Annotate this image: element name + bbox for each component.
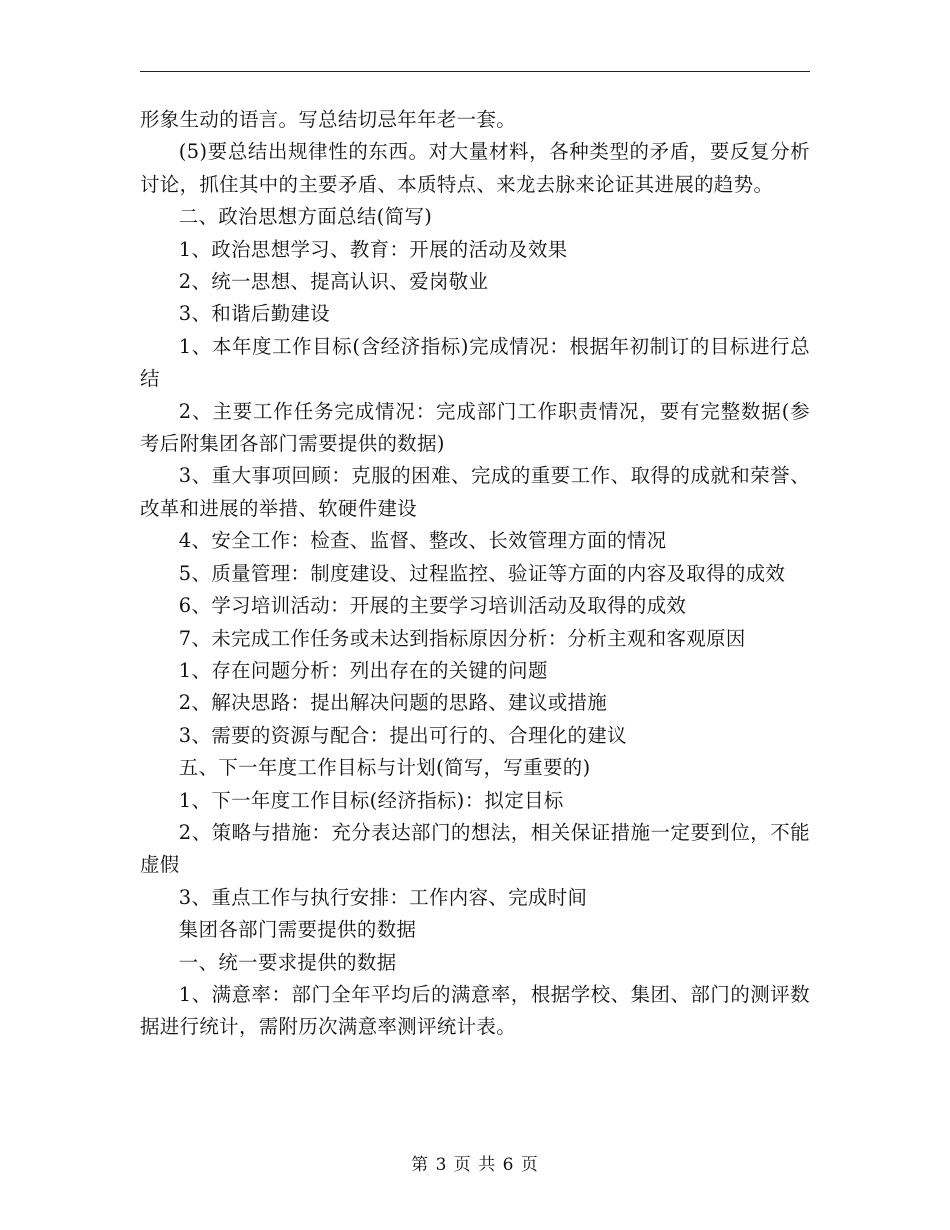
paragraph-4: 1、政治思想学习、教育：开展的活动及效果 (178, 237, 568, 261)
paragraph-15: 2、解决思路：提出解决问题的思路、建议或措施 (178, 691, 608, 715)
paragraph-5: 2、统一思想、提高认识、爱岗敬业 (178, 270, 489, 294)
appendix-heading-1: 一、统一要求提供的数据 (178, 950, 397, 974)
paragraph-20: 3、重点工作与执行安排：工作内容、完成时间 (178, 885, 588, 909)
appendix-title: 集团各部门需要提供的数据 (178, 918, 417, 942)
section-heading-5: 五、下一年度工作目标与计划(简写，写重要的) (178, 756, 591, 780)
section-heading-2: 二、政治思想方面总结(简写) (178, 205, 433, 229)
paragraph-16: 3、需要的资源与配合：提出可行的、合理化的建议 (178, 723, 627, 747)
document-body (140, 104, 810, 1044)
paragraph-6: 3、和谐后勤建设 (178, 302, 331, 326)
paragraph-14: 1、存在问题分析：列出存在的关键的问题 (178, 658, 548, 682)
paragraph-7: 1、本年度工作目标(含经济指标)完成情况：根据年初制订的目标进行总结 (140, 334, 810, 391)
paragraph-12: 6、学习培训活动：开展的主要学习培训活动及取得的成效 (178, 594, 687, 618)
paragraph-1: 形象生动的语言。写总结切忌年年老一套。 (140, 108, 517, 131)
header-rule (140, 71, 810, 72)
paragraph-11: 5、质量管理：制度建设、过程监控、验证等方面的内容及取得的成效 (178, 561, 786, 585)
paragraph-2: (5)要总结出规律性的东西。对大量材料，各种类型的矛盾，要反复分析讨论，抓住其中的主要矛盾、本质特点、来龙去脉来论证其进展的趋势。 (140, 140, 810, 196)
paragraph-23: 1、满意率：部门全年平均后的满意率，根据学校、集团、部门的测评数据进行统计，需附历次满意率测评统计表。 (140, 982, 810, 1039)
paragraph-19: 2、策略与措施：充分表达部门的想法，相关保证措施一定要到位，不能虚假 (140, 820, 810, 877)
paragraph-13: 7、未完成工作任务或未达到指标原因分析：分析主观和客观原因 (178, 626, 746, 650)
page-number: 第 3 页 共 6 页 (411, 1155, 539, 1175)
paragraph-8: 2、主要工作任务完成情况：完成部门工作职责情况，要有完整数据(参考后附集团各部门需要提供的数据) (140, 399, 810, 456)
paragraph-18: 1、下一年度工作目标(经济指标)：拟定目标 (178, 788, 564, 812)
paragraph-10: 4、安全工作：检查、监督、整改、长效管理方面的情况 (178, 529, 667, 553)
paragraph-9: 3、重大事项回顾：克服的困难、完成的重要工作、取得的成就和荣誉、改革和进展的举措、软硬件建设 (140, 464, 810, 520)
